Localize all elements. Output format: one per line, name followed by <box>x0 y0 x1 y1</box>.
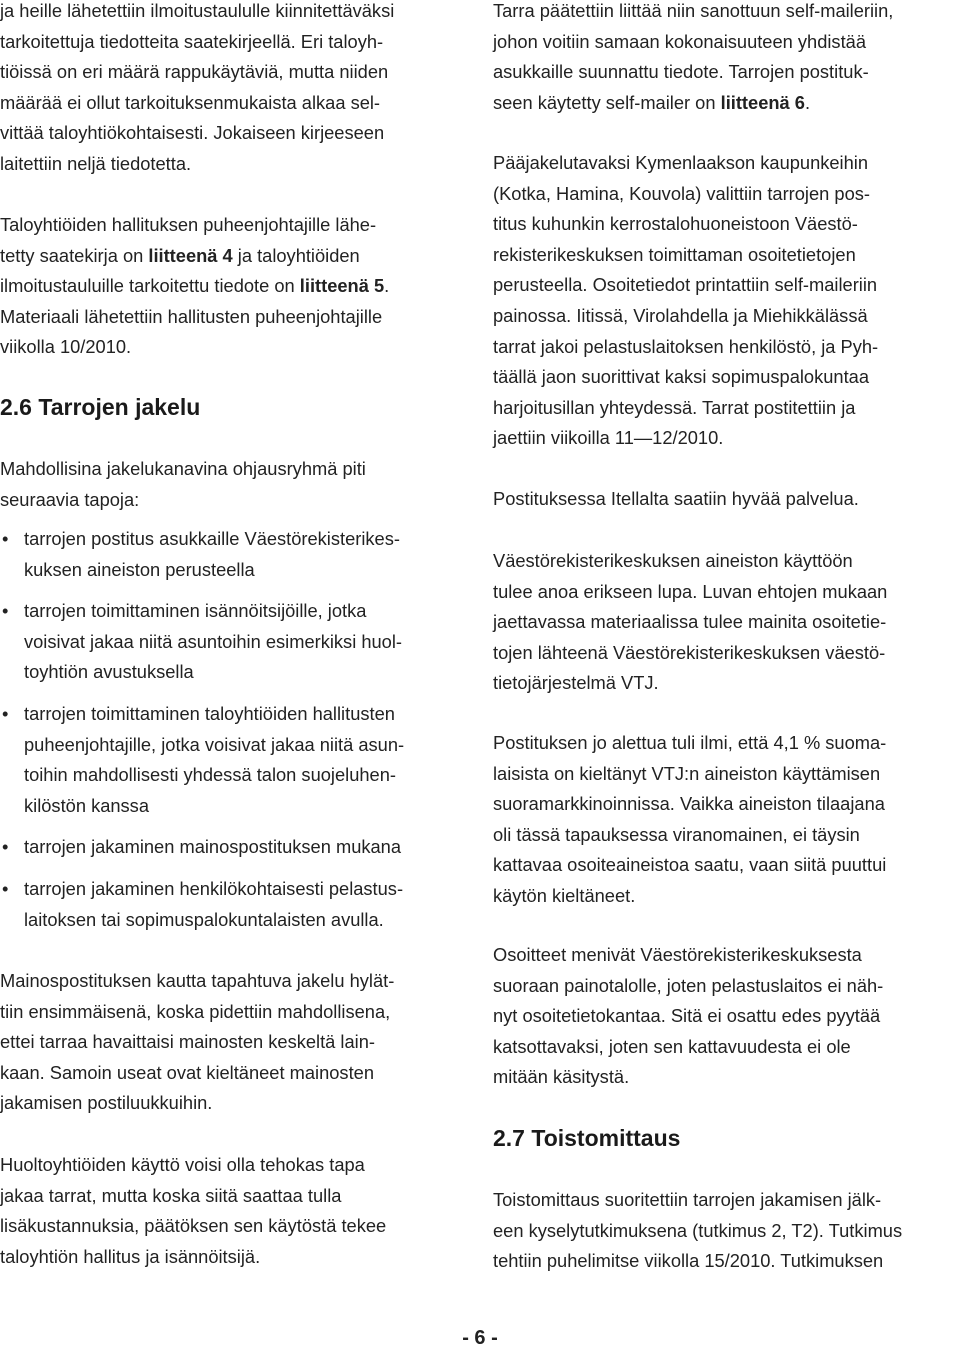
bullet-icon: • <box>2 877 9 899</box>
list-item <box>0 699 470 821</box>
attachment-reference: liitteenä 6 <box>720 91 805 113</box>
attachment-reference: liitteenä 4 <box>148 244 233 266</box>
paragraph-self-mailer <box>493 0 960 118</box>
paragraph-channels-intro: Mahdollisina jakelukanavina ohjausryhmä piti seuraavia tapoja: <box>0 458 366 510</box>
section-heading: 2.6 Tarrojen jakelu <box>0 394 201 420</box>
attachment-reference: liitteenä 5 <box>299 275 385 297</box>
text-run: ja taloyhtiöiden ilmoitustauluille tarkoitettu tiedote on <box>0 244 360 297</box>
list-item-text: tarrojen jakaminen henkilökohtaisesti pelastus- laitoksen tai sopimuspalokuntalaisten avulla. <box>24 877 404 930</box>
list-item-text: tarrojen toimittaminen taloyhtiöiden hallitusten puheenjohtajille, jotka voisivat jakaa niitä asun- toihin mahdollisesti yhdessä talon suojeluhen- kilöstön kanssa <box>24 702 405 816</box>
list-item <box>0 874 470 935</box>
paragraph-itella: Postituksessa Itellalta saatiin hyvää palvelua. <box>493 488 859 509</box>
channel-list <box>0 524 470 935</box>
text-run: . Materiaali lähetettiin hallitusten puheenjohtajille viikolla 10/2010. <box>0 275 390 358</box>
list-item <box>0 524 470 585</box>
bullet-icon: • <box>2 702 9 724</box>
paragraph-repeat-measurement: Toistomittaus suoritettiin tarrojen jakamisen jälk- een kyselytutkimuksena (tutkimus 2, T2). Tutkimus tehtiin puhelimitse viikolla 15/2010. Tutkimuksen <box>493 1189 903 1272</box>
section-heading: 2.7 Toistomittaus <box>493 1125 681 1151</box>
bullet-icon: • <box>2 600 9 622</box>
text-run: Tarra päätettiin liittää niin sanottuun self-maileriin, johon voitiin samaan kokonaisuuteen yhdistää asukkaille suunnattu tiedote. Tarrojen postituk- seen käytetty self-mailer on <box>493 0 894 113</box>
bullet-icon: • <box>2 836 9 858</box>
list-item-text: tarrojen jakaminen mainospostituksen mukana <box>24 836 401 858</box>
bullet-icon: • <box>2 528 9 549</box>
paragraph-attachments <box>0 210 470 363</box>
page-number: - 6 - <box>462 1327 498 1349</box>
list-item-text: tarrojen toimittaminen isännöitsijöille, jotka voisivat jakaa niitä asuntoihin esimerkiksi huol- toyhtiön avustuksella <box>24 600 402 683</box>
paragraph-advertising: Mainospostituksen kautta tapahtuva jakelu hylät- tiin ensimmäisenä, koska pidettiin mahdollisena, ettei tarraa havaittaisi mainosten keskeltä lain- kaan. Samoin useat ovat kieltäneet mainosten jakamisen postiluukkuihin. <box>0 970 395 1114</box>
list-item <box>0 596 470 688</box>
paragraph-permission: Väestörekisterikeskuksen aineiston käyttöön tulee anoa erikseen lupa. Luvan ehtojen mukaan jaettavassa materiaalissa tulee mainita osoitetie- tojen lähteenä Väestörekisterikeskuksen väestö- tietojärjestelmä VTJ. <box>493 550 888 694</box>
paragraph-intro: ja heille lähetettiin ilmoitustaululle kiinnitettäväksi tarkoitettuja tiedotteita saatekirjeellä. Eri taloyh- tiöissä on eri määrä rappukäytäviä, mutta niiden määrää ei ollut tarkoituksenmukaista alkaa sel- vittää taloyhtiökohtaisesti. Jokaiseen kirjeeseen laitettiin neljä tiedotetta. <box>0 0 395 174</box>
paragraph-opt-out: Postituksen jo alettua tuli ilmi, että 4,1 % suoma- laisista on kieltänyt VTJ:n aineiston käyttämisen suoramarkkinoinnissa. Vaikka aineiston tilaajana oli tässä tapauksessa viranomainen, ei täysin kattavaa osoiteaineistoa saatu, vaan siitä puuttui käytön kieltäneet. <box>493 732 887 906</box>
text-run: Taloyhtiöiden hallituksen puheenjohtajille lähe- tetty saatekirja on <box>0 214 377 266</box>
paragraph-addresses: Osoitteet menivät Väestörekisterikeskuksesta suoraan painotalolle, joten pelastuslaitos ei näh- nyt osoitetietokantaa. Sitä ei osattu edes pyytää katsottavaksi, joten sen kattavuudesta ei ole mitään käsitystä. <box>493 944 884 1088</box>
list-item-text: tarrojen postitus asukkaille Väestörekisterikes- kuksen aineiston perusteella <box>24 528 400 580</box>
paragraph-main-distribution: Pääjakelutavaksi Kymenlaakson kaupunkeihin (Kotka, Hamina, Kouvola) valittiin tarrojen pos- titus kuhunkin kerrostalohuoneistoon Väestö- rekisterikeskuksen toimittaman osoitetietojen perusteella. Osoitetiedot printattiin self-maileriin painossa. Iitissä, Virolahdella ja Miehikkälässä tarrat jakoi pelastuslaitoksen henkilöstö, ja Pyh- täällä jaon suorittivat kaksi sopimuspalokuntaa harjoitusillan yhteydessä. Tarrat postitettiin ja jaettiin viikoilla 11—12/2010. <box>493 152 879 449</box>
paragraph-maintenance: Huoltoyhtiöiden käyttö voisi olla tehokas tapa jakaa tarrat, mutta koska siitä saattaa tulla lisäkustannuksia, päätöksen sen käytöstä tekee taloyhtiön hallitus ja isännöitsijä. <box>0 1154 387 1267</box>
text-run: . <box>804 91 811 113</box>
list-item <box>0 832 470 863</box>
